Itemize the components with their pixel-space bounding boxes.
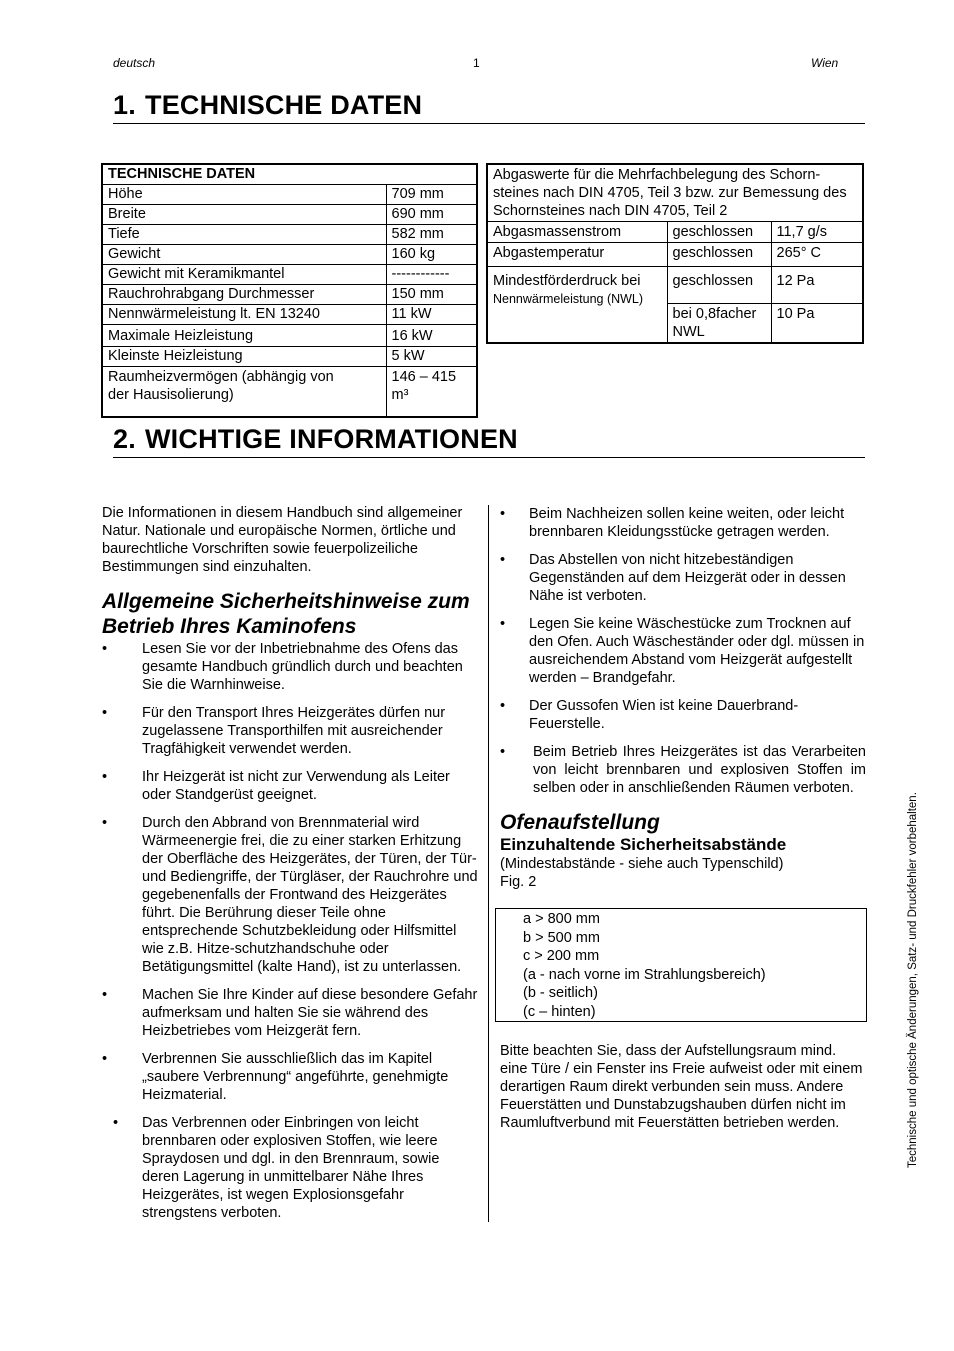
min-draft-label: Mindestförderdruck bei [493,273,641,289]
list-item: • Lesen Sie vor der Inbetriebnahme des Ofens das gesamte Handbuch gründlich durch und beachten Sie die Warnhinweise. [102,641,463,693]
section-1-heading [113,90,865,124]
list-item: • Ihr Heizgerät ist nicht zur Verwendung als Leiter oder Standgerüst geeignet. [102,769,450,803]
table-row: Höhe 709 mm [102,185,477,205]
section-1-number: 1. [113,90,136,120]
safety-subheading: Allgemeine Sicherheitshinweise zum Betrieb Ihres Kaminofens [102,590,470,638]
table-row: Breite 690 mm [102,205,477,225]
table-row: Mindestförderdruck bei Nennwärmeleistung (NWL) geschlossen 12 Pa [487,267,863,304]
min-draft-sublabel: Nennwärmeleistung (NWL) [493,292,644,306]
table-row: Kleinste Heizleistung 5 kW [102,347,477,367]
table-row: Gewicht 160 kg [102,245,477,265]
figure-label: Fig. 2 [500,874,537,890]
clearance-side: b > 500 mm [523,929,600,946]
exhaust-values-table [486,163,864,344]
header-language: deutsch [113,56,156,70]
header-model: Wien [811,56,839,70]
left-column [102,504,480,1222]
list-item: • Für den Transport Ihres Heizgerätes dürfen nur zugelassene Transporthilfen mit ausreichender Tragfähigkeit verwendet werden. [102,705,446,757]
clearance-note: (Mindestabstände - siehe auch Typenschild) [500,856,784,872]
clearance-subheading: Einzuhaltende Sicherheitsabstände [500,835,787,854]
list-item: • Der Gussofen Wien ist keine Dauerbrand-Feuerstelle. [500,698,799,732]
table-row: Maximale Heizleistung 16 kW [102,325,477,347]
list-item: • Beim Betrieb Ihres Heizgerätes ist das Verarbeiten von leicht brennbaren und explosiven Stoffen im selben oder in anschließenden Räumen verboten. [500,744,866,796]
clearance-note-a: (a - nach vorne im Strahlungsbereich) [523,966,766,983]
page-number: 1 [473,56,480,70]
list-item: • Das Verbrennen oder Einbringen von leicht brennbaren oder explosiven Stoffen, wie leere Spraydosen und dgl. in den Brennraum, sowie deren Lagerung in unmittelbarer Nähe Ihres Heizgerätes, ist wegen Explosionsgefahr strengstens verboten. [113,1115,440,1221]
table-row: Nennwärmeleistung lt. EN 13240 11 kW [102,305,477,325]
clearance-box [495,908,867,1022]
side-disclaimer: Technische und optische Änderungen, Satz- und Druckfehler vorbehalten. [907,792,919,1168]
closing-paragraph: Bitte beachten Sie, dass der Aufstellungsraum mind. eine Türe / ein Fenster ins Freie aufweist oder mit einem derartigen Raum direkt verbunden sein muss. Andere Feuerstätten und Dunstabzugshauben dürfen nicht im Raumluftverbund mit Feuerstätten betrieben werden. [500,1043,863,1131]
section-2-heading [113,424,865,458]
clearance-note-b: (b - seitlich) [523,985,598,1001]
clearance-note-c: (c – hinten) [523,1003,596,1020]
list-item: • Machen Sie Ihre Kinder auf diese besondere Gefahr aufmerksam und halten Sie sie während des Heizbetriebes vom Heizgerät fern. [102,987,478,1039]
clearance-back: c > 200 mm [523,948,600,964]
list-item: • Beim Nachheizen sollen keine weiten, oder leicht brennbaren Kleidungsstücke getragen werden. [500,506,845,540]
table-row: Abgasmassenstrom geschlossen 11,7 g/s [487,222,863,243]
list-item: • Verbrennen Sie ausschließlich das im Kapitel „saubere Verbrennung“ angeführte, genehmigte Heizmaterial. [102,1051,449,1103]
table-row: Abgastemperatur geschlossen 265° C [487,243,863,267]
table-row: Gewicht mit Keramikmantel ------------ [102,265,477,285]
clearance-front: a > 800 mm [523,911,600,927]
section-2-title: WICHTIGE INFORMATIONEN [145,424,518,454]
installation-subheading: Ofenaufstellung [500,811,660,834]
column-divider [488,505,489,1222]
intro-paragraph: Die Informationen in diesem Handbuch sind allgemeiner Natur. Nationale und europäische Normen, örtliche und baurechtliche Vorschriften sowie feuerpolizeiliche Bestimmungen sind einzuhalten. [102,505,463,575]
table-heading: Abgaswerte für die Mehrfachbelegung des Schorn-steines nach DIN 4705, Teil 3 bzw. zur Bemessung des Schornsteines nach DIN 4705, Teil 2 [487,164,863,222]
table-row: Raumheizvermögen (abhängig von der Hausisolierung) 146 – 415 m³ [102,367,477,418]
list-item: • Durch den Abbrand von Brennmaterial wird Wärmeenergie frei, die zu einer starken Erhitzung der Oberfläche des Heizgerätes, der Türen, der Tür- und Bediengriffe, der Türgläser, der Rauchrohre und gegebenenfalls der Frontwand des Heizgerätes führt. Die Berührung dieser Teile ohne entsprechende Schutzbekleidung oder Hilfsmittel wie z.B. Hitze-schutzhandschuhe oder Betätigungsmittel (kalte Hand), ist zu unterlassen. [102,815,478,975]
right-column [500,505,866,891]
section-1-title: TECHNISCHE DATEN [145,90,423,120]
table-heading: TECHNISCHE DATEN [102,164,477,185]
section-2-number: 2. [113,424,136,454]
list-item: • Das Abstellen von nicht hitzebeständigen Gegenständen auf dem Heizgerät oder in dessen Nähe ist verboten. [500,552,846,604]
table-row: bei 0,8facher NWL 10 Pa [487,304,863,344]
list-item: • Legen Sie keine Wäschestücke zum Trocknen auf den Ofen. Auch Wäscheständer oder dgl. müssen in ausreichendem Abstand vom Heizgerät aufgestellt werden – Brandgefahr. [500,616,865,686]
table-row: Rauchrohrabgang Durchmesser 150 mm [102,285,477,305]
technical-data-table [101,163,478,418]
table-row: Tiefe 582 mm [102,225,477,245]
